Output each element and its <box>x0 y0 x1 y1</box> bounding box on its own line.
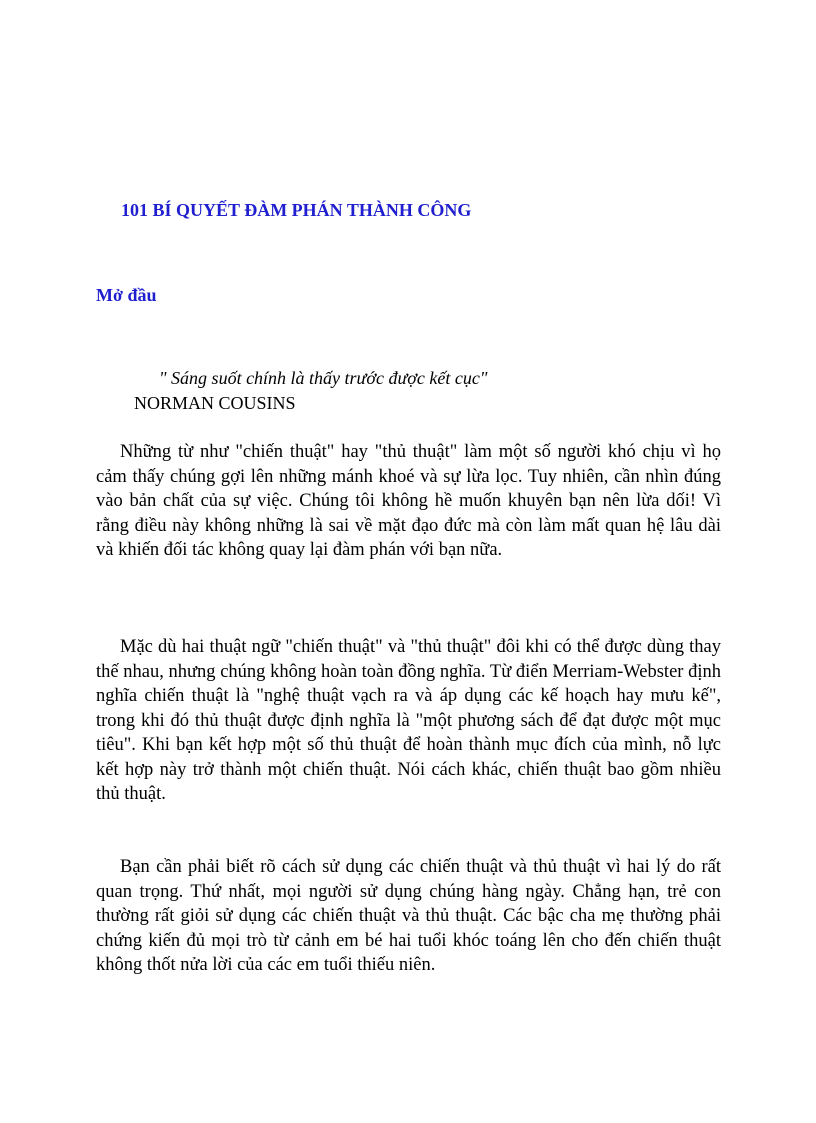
epigraph-author: NORMAN COUSINS <box>134 393 296 413</box>
body-paragraph: Những từ như "chiến thuật" hay "thủ thuật" làm một số người khó chịu vì họ cảm thấy chúng gợi lên những mánh khoé và sự lừa lọc. Tuy nhiên, cần nhìn đúng vào bản chất của sự việc. Chúng tôi không hề muốn khuyên bạn nên lừa dối! Vì rằng điều này không những là sai về mặt đạo đức mà còn làm mất quan hệ lâu dài và khiến đối tác không quay lại đàm phán với bạn nữa. <box>96 442 721 560</box>
body-paragraph: Mặc dù hai thuật ngữ "chiến thuật" và "thủ thuật" đôi khi có thể được dùng thay thế nhau, nhưng chúng không hoàn toàn đồng nghĩa. Từ điển Merriam-Webster định nghĩa chiến thuật là "nghệ thuật vạch ra và áp dụng các kế hoạch hay mưu kế", trong khi đó thủ thuật được định nghĩa là "một phương sách để đạt được một mục tiêu". Khi bạn kết hợp một số thủ thuật để hoàn thành mục đích của mình, nỗ lực kết hợp này trở thành một chiến thuật. Nói cách khác, chiến thuật bao gồm nhiều thủ thuật. <box>96 637 721 804</box>
section-heading: Mở đầu <box>96 285 157 305</box>
body-paragraph: Bạn cần phải biết rõ cách sử dụng các chiến thuật và thủ thuật vì hai lý do rất quan trọng. Thứ nhất, mọi người sử dụng chúng hàng ngày. Chẳng hạn, trẻ con thường rất giỏi sử dụng các chiến thuật và thủ thuật. Các bậc cha mẹ thường phải chứng kiến đủ mọi trò từ cảnh em bé hai tuổi khóc toáng lên cho đến chiến thuật không thốt nửa lời của các em tuổi thiếu niên. <box>96 857 721 975</box>
document-title: 101 BÍ QUYẾT ĐÀM PHÁN THÀNH CÔNG <box>121 200 472 220</box>
epigraph-quote: " Sáng suốt chính là thấy trước được kết cục" <box>159 368 488 388</box>
